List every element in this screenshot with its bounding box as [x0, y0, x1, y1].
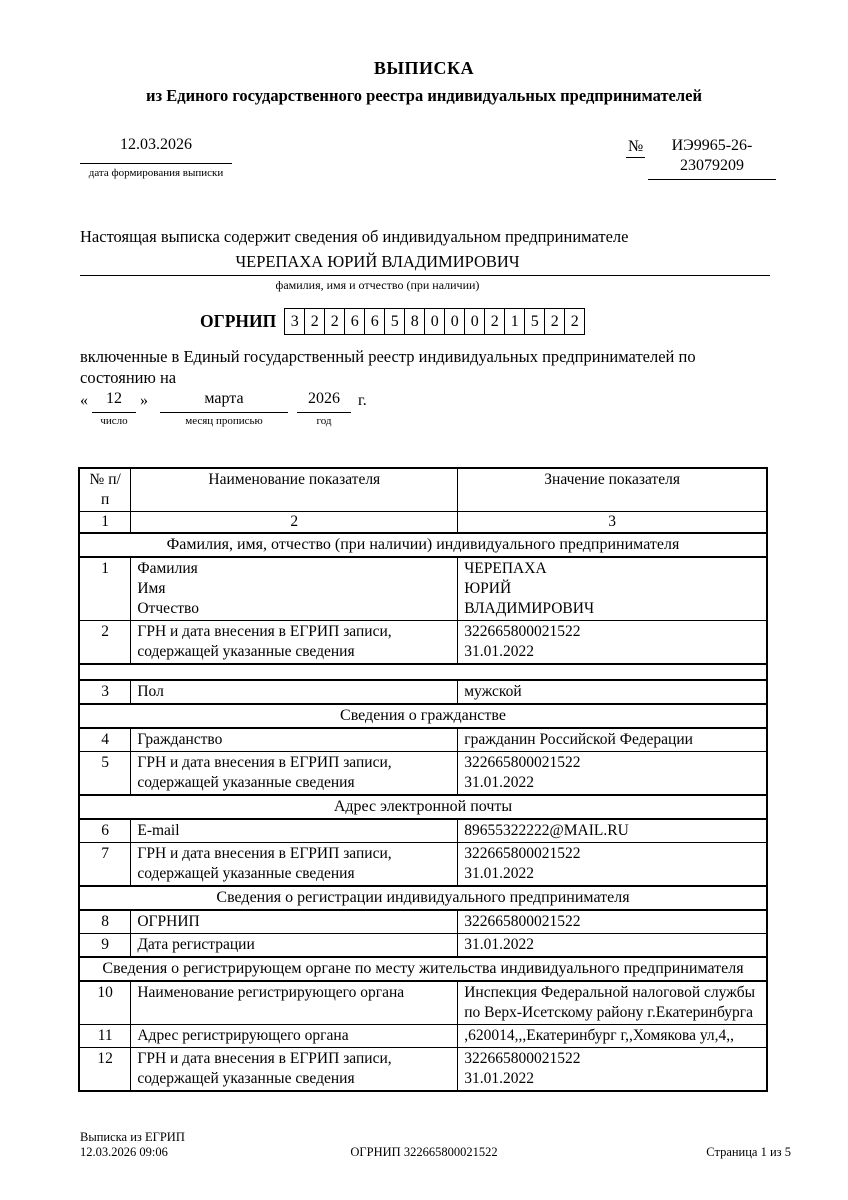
indicator-value-cell: 322665800021522 31.01.2022 [458, 1048, 767, 1092]
day-caption: число [100, 415, 128, 427]
quote-open: « [80, 392, 88, 409]
document-number-sign: № [626, 138, 645, 158]
indicator-name-cell: Пол [131, 680, 458, 704]
formation-date-caption: дата формирования выписки [88, 167, 224, 179]
table-row [79, 819, 767, 843]
table-row [79, 1048, 767, 1092]
quote-close: » [140, 392, 148, 409]
spacer-row [79, 664, 767, 680]
document-title: ВЫПИСКА [373, 58, 475, 78]
year-field [297, 390, 351, 427]
document-subtitle: из Единого государственного реестра индивидуальных предпринимателей [146, 86, 702, 105]
year-value: 2026 [297, 390, 351, 413]
table-row [79, 680, 767, 704]
ogrnip-digit-box: 1 [504, 308, 525, 335]
row-number-cell: 11 [79, 1025, 131, 1048]
indicator-value-cell: ЧЕРЕПАХА ЮРИЙ ВЛАДИМИРОВИЧ [458, 557, 767, 621]
indicator-name-cell: ГРН и дата внесения в ЕГРИП записи, содержащей указанные сведения [131, 1048, 458, 1092]
year-suffix: г. [358, 392, 367, 409]
table-row [79, 1025, 767, 1048]
indicator-value-cell: Инспекция Федеральной налоговой службы по Верх-Исетскому району г.Екатеринбурга [458, 981, 767, 1025]
section-row [79, 533, 767, 557]
day-value: 12 [92, 390, 136, 413]
indicator-name-cell: Наименование регистрирующего органа [131, 981, 458, 1025]
indicator-value-cell: 322665800021522 31.01.2022 [458, 621, 767, 665]
ogrnip-digit-box: 6 [344, 308, 365, 335]
ogrnip-digit-box: 3 [284, 308, 305, 335]
details-table [78, 467, 768, 1092]
indicator-name-cell: Фамилия Имя Отчество [131, 557, 458, 621]
indicator-value-cell: ,620014,,,Екатеринбург г,,Хомякова ул,4,, [458, 1025, 767, 1048]
indicator-value-cell: 322665800021522 [458, 910, 767, 934]
included-text: включенные в Единый государственный реестр индивидуальных предпринимателей по состоянию на [80, 347, 696, 387]
indicator-name-cell: ГРН и дата внесения в ЕГРИП записи, содержащей указанные сведения [131, 843, 458, 887]
section-title: Адрес электронной почты [79, 795, 767, 819]
section-row [79, 886, 767, 910]
indicator-value-cell: 89655322222@MAIL.RU [458, 819, 767, 843]
indicator-value-cell: 322665800021522 31.01.2022 [458, 752, 767, 796]
row-number-cell: 8 [79, 910, 131, 934]
indicator-value-cell: 322665800021522 31.01.2022 [458, 843, 767, 887]
ogrnip-digit-box: 2 [484, 308, 505, 335]
table-row [79, 934, 767, 958]
footer-doc-type: Выписка из ЕГРИП [80, 1130, 185, 1144]
footer-page-number: Страница 1 из 5 [706, 1145, 791, 1159]
table-row [79, 728, 767, 752]
table-row [79, 621, 767, 665]
table-row [79, 557, 767, 621]
row-number-cell: 6 [79, 819, 131, 843]
indicator-name-cell: ГРН и дата внесения в ЕГРИП записи, содержащей указанные сведения [131, 621, 458, 665]
ogrnip-digit-box: 5 [524, 308, 545, 335]
indicator-name-cell: Адрес регистрирующего органа [131, 1025, 458, 1048]
ogrnip-row [80, 308, 585, 335]
table-row [79, 752, 767, 796]
indicator-name-cell: Гражданство [131, 728, 458, 752]
row-number-cell: 7 [79, 843, 131, 887]
ogrnip-digit-box: 5 [384, 308, 405, 335]
statement-text: Настоящая выписка содержит сведения об индивидуальном предпринимателе [80, 227, 629, 246]
section-row [79, 957, 767, 981]
column-header-name: Наименование показателя [131, 468, 458, 512]
row-number-cell: 10 [79, 981, 131, 1025]
column-numbers-row [79, 512, 767, 534]
document-number [648, 136, 776, 180]
row-number-cell: 2 [79, 621, 131, 665]
column-number-2: 2 [131, 512, 458, 534]
day-field [92, 390, 136, 427]
table-row [79, 981, 767, 1025]
column-header-num: № п/п [79, 468, 131, 512]
row-number-cell: 9 [79, 934, 131, 958]
row-number-cell: 1 [79, 557, 131, 621]
ogrnip-digit-box: 0 [444, 308, 465, 335]
ogrnip-digit-box: 6 [364, 308, 385, 335]
document-number-block [648, 136, 776, 180]
row-number-cell: 5 [79, 752, 131, 796]
ogrnip-digit-box: 0 [464, 308, 485, 335]
ogrnip-digit-box: 2 [304, 308, 325, 335]
formation-date: 12.03.2026 [80, 136, 232, 164]
details-table-body [79, 533, 767, 1091]
section-title: Фамилия, имя, отчество (при наличии) индивидуального предпринимателя [79, 533, 767, 557]
indicator-name-cell: E-mail [131, 819, 458, 843]
indicator-value-cell: мужской [458, 680, 767, 704]
table-header-row [79, 468, 767, 512]
section-title: Сведения о гражданстве [79, 704, 767, 728]
month-value: марта [160, 390, 288, 413]
document-number-line2: 23079209 [680, 157, 744, 174]
footer-ogrnip: ОГРНИП 322665800021522 [350, 1145, 498, 1159]
section-row [79, 795, 767, 819]
ogrnip-digit-box: 2 [564, 308, 585, 335]
table-row [79, 910, 767, 934]
footer-datetime: 12.03.2026 09:06 [80, 1145, 168, 1159]
ogrnip-digit-box: 8 [404, 308, 425, 335]
row-number-cell: 3 [79, 680, 131, 704]
ogrnip-digit-box: 2 [324, 308, 345, 335]
indicator-value-cell: 31.01.2022 [458, 934, 767, 958]
indicator-name-cell: ГРН и дата внесения в ЕГРИП записи, содержащей указанные сведения [131, 752, 458, 796]
ogrnip-label: ОГРНИП [200, 311, 277, 331]
spacer-cell [79, 664, 767, 680]
section-title: Сведения о регистрирующем органе по месту жительства индивидуального предпринимателя [79, 957, 767, 981]
month-field [160, 390, 288, 427]
month-caption: месяц прописью [185, 415, 263, 427]
indicator-name-cell: ОГРНИП [131, 910, 458, 934]
section-row [79, 704, 767, 728]
indicator-name-cell: Дата регистрации [131, 934, 458, 958]
entrepreneur-name-block [80, 252, 770, 293]
ogrnip-digit-box: 2 [544, 308, 565, 335]
row-number-cell: 4 [79, 728, 131, 752]
entrepreneur-name-caption: фамилия, имя и отчество (при наличии) [275, 278, 480, 292]
document-number-line1: ИЭ9965-26- [671, 137, 753, 154]
table-row [79, 843, 767, 887]
ogrnip-digit-box: 0 [424, 308, 445, 335]
ogrnip-boxes [284, 308, 585, 335]
indicator-value-cell: гражданин Российской Федерации [458, 728, 767, 752]
column-number-1: 1 [79, 512, 131, 534]
section-title: Сведения о регистрации индивидуального предпринимателя [79, 886, 767, 910]
as-of-date-fields [80, 390, 367, 427]
column-header-value: Значение показателя [458, 468, 767, 512]
year-caption: год [316, 415, 332, 427]
formation-date-block [80, 136, 232, 179]
row-number-cell: 12 [79, 1048, 131, 1092]
entrepreneur-name: ЧЕРЕПАХА ЮРИЙ ВЛАДИМИРОВИЧ [80, 252, 770, 276]
column-number-3: 3 [458, 512, 767, 534]
